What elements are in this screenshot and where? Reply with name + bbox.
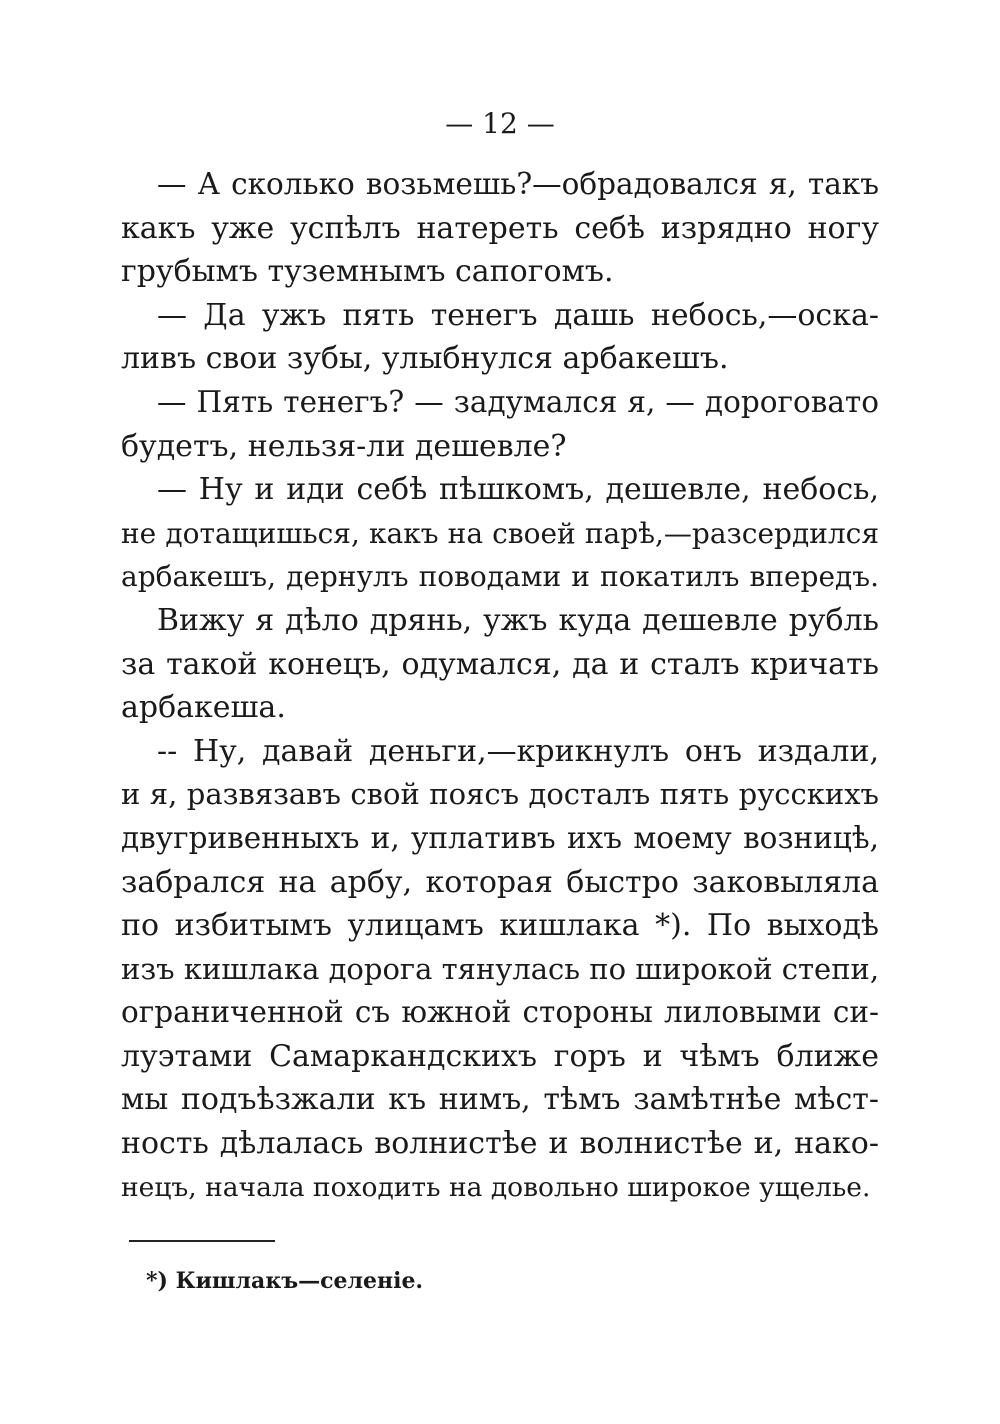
text-line: Вижу я дѣло дрянь, ужъ куда дешевле рубль bbox=[157, 602, 879, 638]
text-line: изъ кишлака дорога тянулась по широкой степи, bbox=[121, 951, 880, 986]
text-line: ность дѣлалась волнистѣе и волнистѣе и, нако- bbox=[121, 1126, 879, 1162]
text-line: по избитымъ улицамъ кишлака *). По выходѣ bbox=[121, 908, 879, 944]
body-text bbox=[121, 163, 879, 1209]
text-line: ливъ свои зубы, улыбнулся арбакешъ. bbox=[121, 341, 729, 377]
text-line: арбакешъ, дернулъ поводами и покатилъ впередъ. bbox=[121, 560, 879, 594]
text-line: какъ уже успѣлъ натереть себѣ изрядно ногу bbox=[121, 210, 879, 246]
text-line: нецъ, начала походить на довольно широкое ущелье. bbox=[121, 1171, 871, 1203]
text-line: и я, развязавъ свой поясъ досталъ пять русскихъ bbox=[121, 777, 879, 812]
text-line: грубымъ туземнымъ сапогомъ. bbox=[121, 254, 614, 290]
text-line: -- Ну, давай деньги,—крикнулъ онъ издали, bbox=[157, 733, 879, 769]
text-line: за такой конецъ, одумался, да и сталъ кричать bbox=[121, 646, 879, 682]
text-line: — А сколько возьмешь?—обрадовался я, такъ bbox=[157, 167, 879, 201]
footnote-divider bbox=[129, 1240, 275, 1242]
text-line: арбакеша. bbox=[121, 690, 286, 726]
text-line: луэтами Самаркандскихъ горъ и чѣмъ ближе bbox=[121, 1038, 879, 1074]
text-line: будетъ, нельзя-ли дешевле? bbox=[121, 428, 567, 464]
text-line: забрался на арбу, которая быстро заковыляла bbox=[121, 864, 879, 900]
text-line: мы подъѣзжали къ нимъ, тѣмъ замѣтнѣе мѣст- bbox=[121, 1082, 879, 1118]
text-line: — Пять тенегъ? — задумался я, — дороговато bbox=[157, 384, 879, 419]
footnote: *) Кишлакъ—селеніе. bbox=[146, 1268, 424, 1294]
page-number: — 12 — bbox=[445, 107, 555, 140]
text-line: — Ну и иди себѣ пѣшкомъ, дешевле, небось, bbox=[157, 472, 879, 508]
text-line: — Да ужъ пять тенегъ дашь небось,—оска- bbox=[157, 297, 879, 333]
text-line: не дотащишься, какъ на своей парѣ,—разсердился bbox=[121, 516, 879, 550]
text-line: двугривенныхъ и, уплативъ ихъ моему возницѣ, bbox=[121, 820, 879, 855]
text-line: ограниченной съ южной стороны лиловыми си- bbox=[121, 995, 879, 1030]
